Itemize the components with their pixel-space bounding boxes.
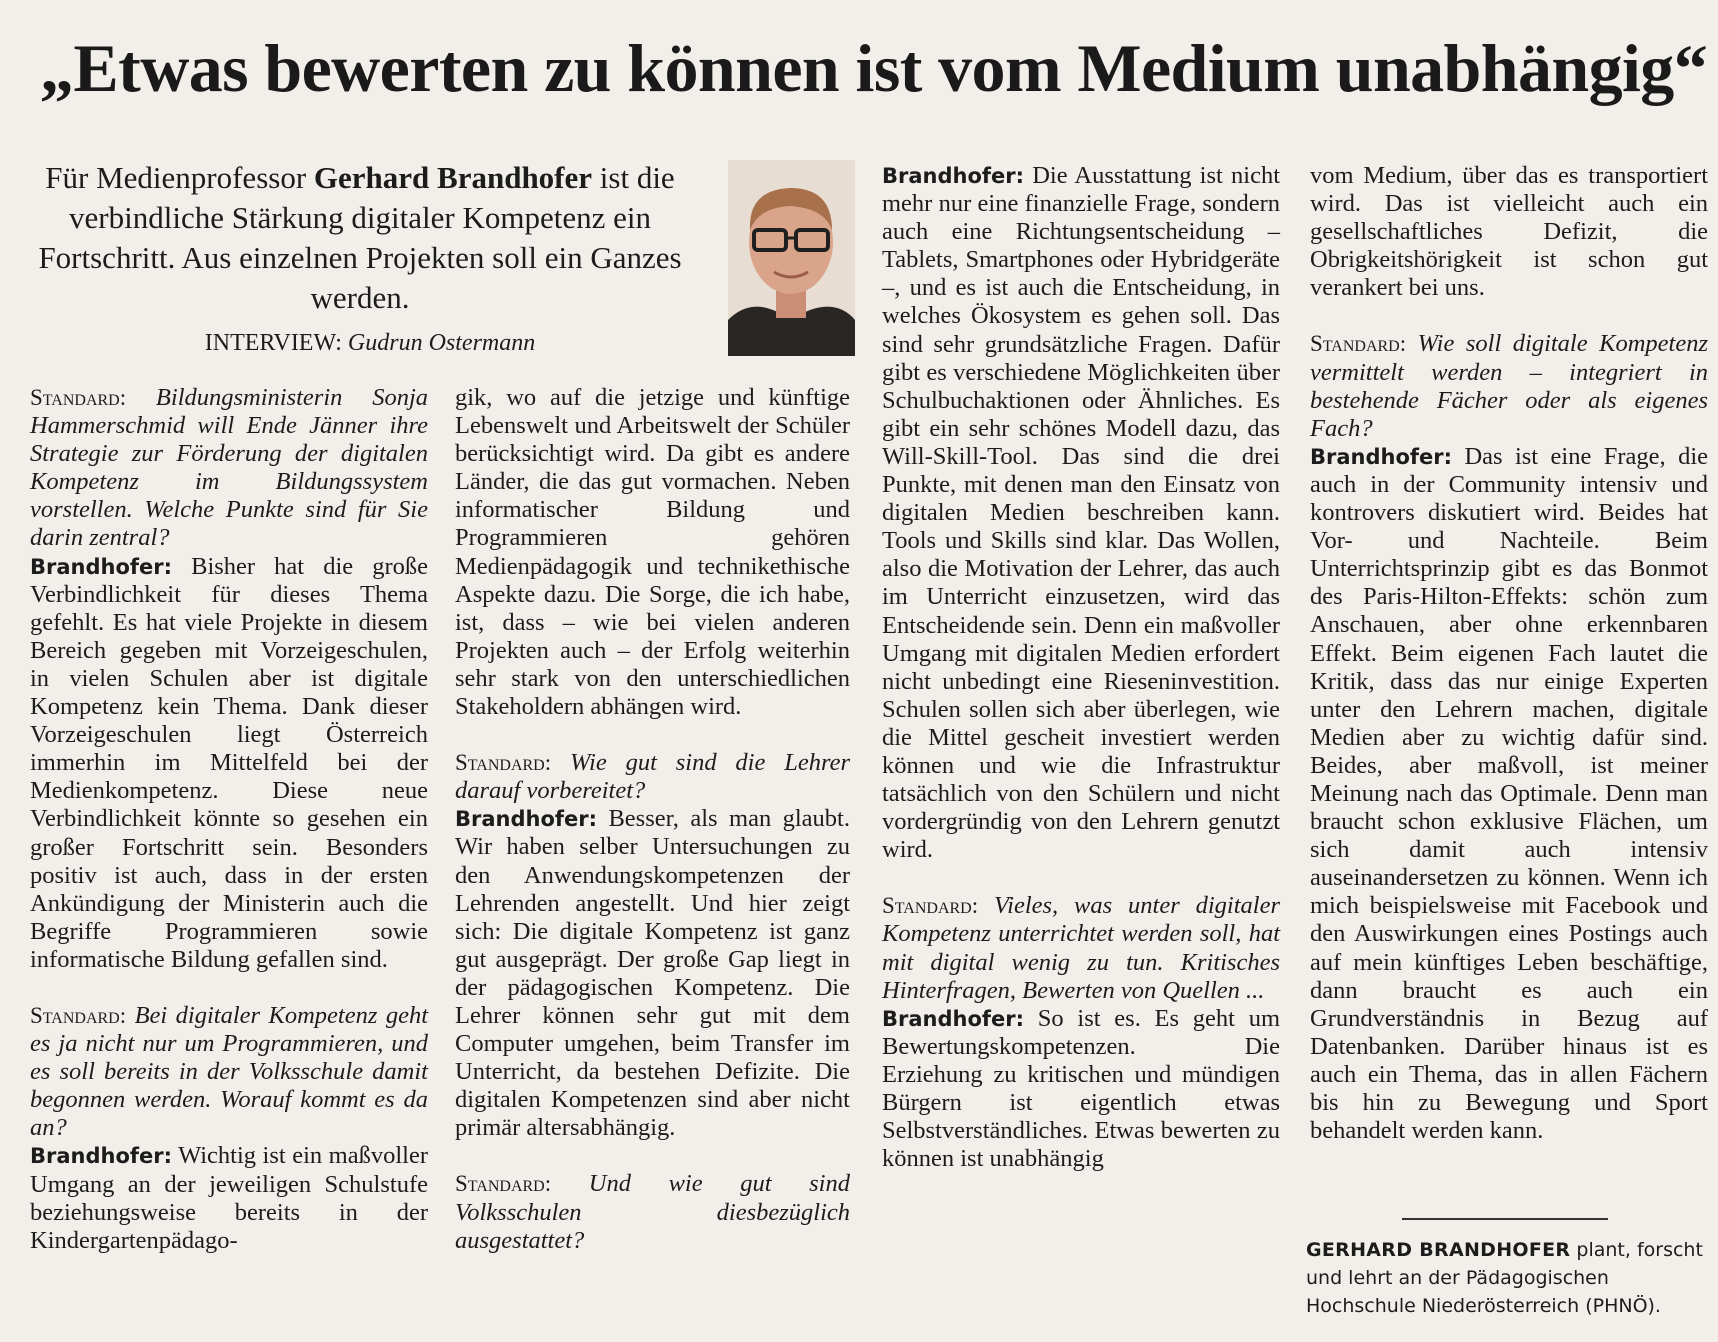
question-5: Standard: Vieles, was unter digitaler Kompetenz unterrichtet werden soll, hat mit digital wenig zu tun. Kritisches Hinterfragen, Bewerten von Quellen ... bbox=[882, 892, 1280, 1004]
answer-4: Brandhofer: Die Ausstattung ist nicht mehr nur eine finanzielle Frage, sondern auch eine Richtungsentscheidung – Tablets, Smartphones oder Hybridgeräte –, und es ist auch die Entscheidung, in welches Ökosystem es gehen soll. Das sind sehr grundsätzliche Fragen. Dafür gibt es verschiedene Möglichkeiten über Schulbuchaktionen oder Ähnliches. Es gibt ein sehr schönes Modell dazu, das Will-Skill-Tool. Das sind die drei Punkte, mit denen man den Einsatz von digitalen Medien beschreiben kann. Tools und Skills sind klar. Das Wollen, also die Motivation der Lehrer, das auch im Unterricht einzusetzen, wird das Entscheidende sein. Denn ein maßvoller Umgang mit digitalen Medien erfordert nicht unbedingt eine Rieseninvestition. Schulen sollen sich aber überlegen, wie die Mittel gescheit investiert werden können und wie die Infrastruktur tatsächlich von den Schülern und nicht vordergründig von den Lehrern genutzt wird. bbox=[882, 162, 1280, 864]
column-3 bbox=[882, 162, 1280, 1173]
answer-2: Brandhofer: Wichtig ist ein maßvoller Umgang an der jeweiligen Schulstufe beziehungsweise bereits in der Kindergartenpädago- bbox=[30, 1142, 428, 1254]
column-2 bbox=[455, 384, 850, 1255]
bio-name: GERHARD BRANDHOFER bbox=[1306, 1239, 1571, 1261]
column-1 bbox=[30, 384, 428, 1255]
portrait-photo bbox=[728, 160, 855, 356]
question-4: Standard: Und wie gut sind Volksschulen diesbezüglich ausgestattet? bbox=[455, 1170, 850, 1254]
intro-name: Gerhard Brandhofer bbox=[313, 160, 593, 195]
answer-2-continued: gik, wo auf die jetzige und künftige Lebenswelt und Arbeitswelt der Schüler berücksichtigt wird. Da gibt es andere Länder, die das gut vormachen. Neben informatischer Bildung und Programmieren gehören Medienpädagogik und technikethische Aspekte dazu. Die Sorge, die ich habe, ist, dass – wie bei vielen anderen Projekten auch – der Erfolg weiterhin sehr stark von den unterschiedlichen Stakeholdern abhängen wird. bbox=[455, 384, 850, 721]
question-1: Standard: Bildungsministerin Sonja Hammerschmid will Ende Jänner ihre Strategie zur Förderung der digitalen Kompetenz im Bildungssystem vorstellen. Welche Punkte sind für Sie darin zentral? bbox=[30, 384, 428, 552]
question-2: Standard: Bei digitaler Kompetenz geht es ja nicht nur um Programmieren, und es soll bereits in der Volksschule damit begonnen werden. Worauf kommt es da an? bbox=[30, 1001, 429, 1142]
intro-teaser: Für Medienprofessor Gerhard Brandhofer ist die verbindliche Stärkung digitaler Kompetenz ein Fortschritt. Aus einzelnen Projekten soll ein Ganzes werden. bbox=[38, 160, 682, 315]
answer-6: Brandhofer: Das ist eine Frage, die auch in der Community intensiv und kontrovers diskutiert wird. Beides hat Vor- und Nachteile. Beim Unterrichtsprinzip gibt es das Bonmot des Paris-Hilton-Effekts: schön zum Anschauen, aber ohne erkennbaren Effekt. Beim eigenen Fach lautet die Kritik, dass das nur einige Experten unter den Lehrern machen, digitale Medien aber zu wichtig dafür sind. Beides, aber maßvoll, ist meiner Meinung nach das Optimale. Denn man braucht schon exklusive Flächen, um sich damit auch intensiv auseinandersetzen zu können. Wenn ich mich beispielsweise mit Facebook und den Auswirkungen eines Postings auch auf mein künftiges Leben beschäftige, dann braucht es auch ein Grundverständnis in Bezug auf Datenbanken. Darüber hinaus ist es auch ein Thema, das in allen Fächern bis hin zu Bewegung und Sport behandelt werden kann. bbox=[1310, 442, 1708, 1145]
author-bio: GERHARD BRANDHOFER plant, forscht und lehrt an der Pädagogischen Hochschule Niederösterreich (PHNÖ). bbox=[1306, 1239, 1703, 1317]
bio-divider bbox=[1402, 1218, 1608, 1220]
column-4 bbox=[1310, 162, 1708, 1145]
byline-author: Gudrun Ostermann bbox=[347, 330, 536, 356]
answer-5-continued: vom Medium, über das es transportiert wird. Das ist vielleicht auch ein gesellschaftliches Defizit, die Obrigkeitshörigkeit ist schon gut verankert bei uns. bbox=[1310, 162, 1708, 302]
answer-5: Brandhofer: So ist es. Es geht um Bewertungskompetenzen. Die Erziehung zu kritischen und mündigen Bürgern ist eigentlich etwas Selbstverständliches. Etwas bewerten zu können ist unabhängig bbox=[882, 1004, 1281, 1173]
headline: „Etwas bewerten zu können ist vom Medium unabhängig“ bbox=[40, 30, 1708, 106]
answer-3: Brandhofer: Besser, als man glaubt. Wir haben selber Untersuchungen zu den Anwendungskompetenzen der Lehrenden angestellt. Und hier zeigt sich: Die digitale Kompetenz ist ganz gut ausgeprägt. Der große Gap liegt in der pädagogischen Kompetenz. Die Lehrer können sehr gut mit dem Computer umgehen, beim Transfer im Unterricht, da bestehen Defizite. Die digitalen Kompetenzen sind aber nicht primär altersabhängig. bbox=[455, 805, 850, 1142]
answer-1: Brandhofer: Bisher hat die große Verbindlichkeit für dieses Thema gefehlt. Es hat viele Projekte in diesem Bereich gegeben mit Vorzeigeschulen, in vielen Schulen aber ist digitale Kompetenz kein Thema. Dank dieser Vorzeigeschulen liegt Österreich immerhin im Mittelfeld bei der Medienkompetenz. Diese neue Verbindlichkeit könnte so gesehen ein großer Fortschritt sein. Besonders positiv ist auch, dass in der ersten Ankündigung der Ministerin auch die Begriffe Programmieren sowie informatische Bildung gefallen sind. bbox=[30, 552, 428, 973]
question-3: Standard: Wie gut sind die Lehrer darauf vorbereitet? bbox=[455, 749, 850, 805]
byline: INTERVIEW: Gudrun Ostermann bbox=[204, 330, 536, 356]
question-6: Standard: Wie soll digitale Kompetenz vermittelt werden – integriert in bestehende Fächer oder als eigenes Fach? bbox=[1310, 330, 1708, 442]
